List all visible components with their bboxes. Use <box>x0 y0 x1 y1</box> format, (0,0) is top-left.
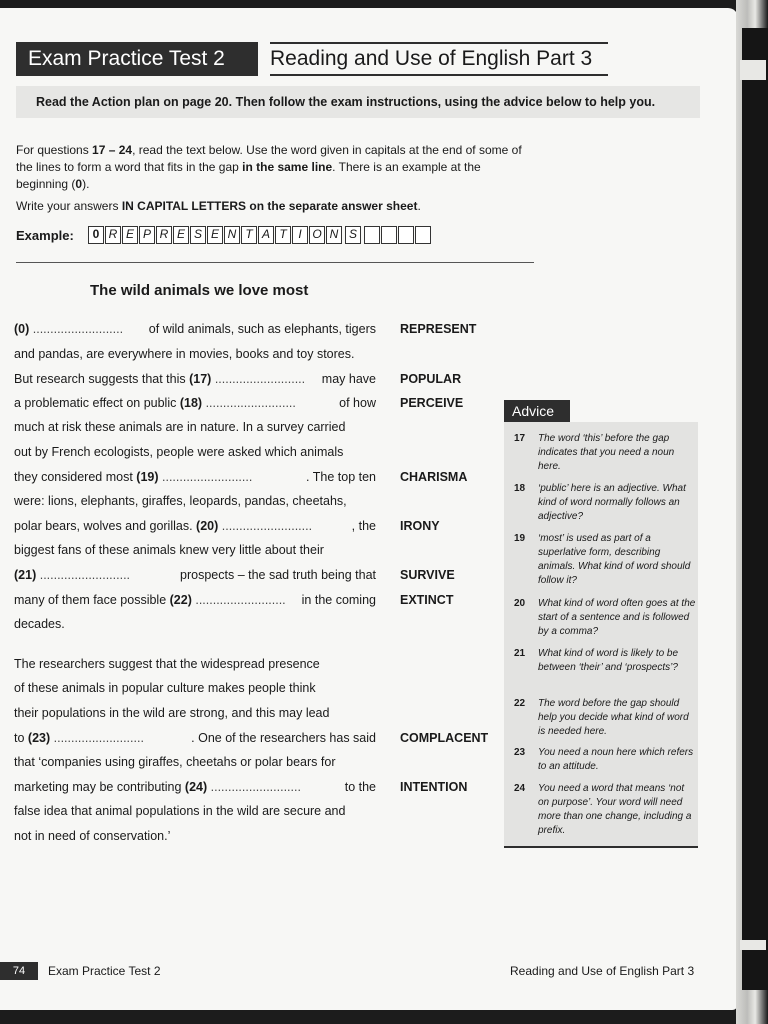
passage-line <box>14 566 376 584</box>
passage-text: in the coming <box>301 593 376 607</box>
advice-number: 21 <box>514 648 526 659</box>
passage-line <box>14 655 376 673</box>
question-range: 17 – 24 <box>92 143 133 157</box>
advice-item <box>514 597 696 639</box>
instructions-emphasis: IN CAPITAL LETTERS on the separate answer sheet <box>121 199 418 213</box>
passage-line <box>14 418 376 436</box>
passage-text: a problematic effect on public <box>14 396 180 410</box>
page-edge-stripe <box>740 60 766 80</box>
advice-number: 18 <box>514 483 526 494</box>
example-letter-box: A <box>258 226 274 244</box>
gap-number: (23) <box>27 731 51 745</box>
page-edge-tab <box>742 28 768 990</box>
gap-number: (20) <box>196 519 219 533</box>
passage-line <box>14 729 376 747</box>
passage-text: But research suggests that this <box>14 372 190 386</box>
example-letter-box: I <box>292 226 308 244</box>
passage-line <box>14 615 376 633</box>
advice-number: 19 <box>514 533 526 544</box>
advice-item <box>514 697 696 739</box>
example-letter-box: T <box>275 226 291 244</box>
action-plan-instruction: Read the Action plan on page 20. Then follow the exam instructions, using the advice below to help you. <box>16 86 700 118</box>
answer-instructions <box>16 198 536 215</box>
passage-line <box>14 345 376 363</box>
passage-line <box>14 827 376 845</box>
gap-dots: .......................... <box>53 731 144 745</box>
passage-line <box>14 802 376 820</box>
passage-text: that ‘companies using giraffes, cheetahs or polar bears for <box>14 755 336 769</box>
gap-number: (0) <box>14 322 30 336</box>
passage-text: and pandas, are everywhere in movies, books and toy stores. <box>14 347 355 361</box>
example-letter-box: E <box>173 226 189 244</box>
passage-text: of wild animals, such as elephants, tigers <box>148 322 376 336</box>
instructions-emphasis: in the same line <box>242 160 333 174</box>
gap-number: (17) <box>189 372 212 386</box>
instructions-text: Write your answers <box>16 199 122 213</box>
example-label: Example: <box>16 228 74 243</box>
keyword-charisma: CHARISMA <box>400 470 468 484</box>
example-letter-box: 0 <box>88 226 104 244</box>
advice-text: You need a noun here which refers to an attitude. <box>538 747 694 772</box>
passage-text: . The top ten <box>306 470 376 484</box>
keyword-intention: INTENTION <box>400 780 468 794</box>
instructions-text: . <box>417 199 421 213</box>
gap-dots: .......................... <box>32 322 124 336</box>
example-letter-box <box>364 226 380 244</box>
passage-text: may have <box>321 372 376 386</box>
footer-part-label: Reading and Use of English Part 3 <box>510 964 695 978</box>
advice-item <box>514 647 696 675</box>
passage-line <box>14 704 376 722</box>
passage-text: of these animals in popular culture makes people think <box>14 681 316 695</box>
passage-line <box>14 443 376 461</box>
example-letter-box: S <box>345 226 361 244</box>
advice-text: ‘public’ here is an adjective. What kind of word normally follows an adjective? <box>538 483 686 522</box>
gap-dots: .......................... <box>221 519 313 533</box>
example-letter-box: P <box>139 226 155 244</box>
advice-text: The word before the gap should help you decide what kind of word is needed here. <box>538 698 689 737</box>
passage-line <box>14 468 376 486</box>
advice-text: You need a word that means ‘not on purpose’. Your word will need more than one change, including a prefix. <box>538 783 692 836</box>
keyword-extinct: EXTINCT <box>400 593 454 607</box>
advice-text: ‘most’ is used as part of a superlative form, describing animals. What kind of word should follow it? <box>538 533 691 586</box>
passage-text: many of them face possible <box>14 593 170 607</box>
example-letter-box <box>398 226 414 244</box>
passage-text: , the <box>351 519 376 533</box>
passage-line <box>14 591 376 609</box>
gap-dots: .......................... <box>214 372 306 386</box>
keyword-complacent: COMPLACENT <box>400 731 489 745</box>
passage-text: to <box>14 731 28 745</box>
passage-line <box>14 778 376 796</box>
example-letter-box <box>415 226 431 244</box>
instructions-text: For questions <box>16 143 93 157</box>
passage-line <box>14 541 376 559</box>
passage-line <box>14 753 376 771</box>
page-edge-stripe <box>740 940 766 950</box>
gap-number: (21) <box>14 568 37 582</box>
example-letter-box: O <box>309 226 325 244</box>
gap-number: (18) <box>179 396 203 410</box>
passage-line <box>14 679 376 697</box>
gap-dots: .......................... <box>205 396 296 410</box>
footer-test-label: Exam Practice Test 2 <box>48 964 161 978</box>
instructions-text: . There is an example at the beginning ( <box>16 160 481 191</box>
instructions-paragraph <box>16 142 536 193</box>
gap-number: (24) <box>184 780 208 794</box>
advice-item <box>514 782 696 838</box>
test-label: Exam Practice Test 2 <box>16 42 258 76</box>
example-letter-box: N <box>326 226 342 244</box>
gap-dots: .......................... <box>162 470 253 484</box>
passage-text: . One of the researchers has said <box>191 731 376 745</box>
passage-text: false idea that animal populations in the wild are secure and <box>14 804 346 818</box>
passage-line <box>14 394 376 412</box>
passage-line <box>14 370 376 388</box>
advice-number: 23 <box>514 747 526 758</box>
example-letter-box <box>381 226 397 244</box>
keyword-irony: IRONY <box>400 519 440 533</box>
example-letter-box: T <box>241 226 257 244</box>
passage-text: marketing may be contributing <box>14 780 185 794</box>
advice-number: 24 <box>514 783 526 794</box>
passage-line <box>14 492 376 510</box>
example-letter-box: S <box>190 226 206 244</box>
advice-item <box>514 746 696 774</box>
instructions-text: , read the text below. Use the word given in capitals at the end of some of the lines to form a word that fits in the gap <box>16 143 522 174</box>
advice-heading: Advice <box>504 400 570 422</box>
passage-text: to the <box>344 780 376 794</box>
gap-dots: .......................... <box>39 568 131 582</box>
advice-number: 22 <box>514 698 526 709</box>
advice-item <box>514 482 696 524</box>
passage-text: they considered most <box>14 470 137 484</box>
gap-dots: .......................... <box>195 593 286 607</box>
example-answer-boxes <box>88 226 431 244</box>
passage-text: polar bears, wolves and gorillas. <box>14 519 197 533</box>
gap-number: (19) <box>136 470 159 484</box>
keyword-survive: SURVIVE <box>400 568 455 582</box>
passage-text: prospects – the sad truth being that <box>180 568 376 582</box>
passage-line <box>14 517 376 535</box>
advice-text: The word ‘this’ before the gap indicates that you need a noun here. <box>538 433 675 472</box>
page-number: 74 <box>0 962 38 980</box>
advice-text: What kind of word often goes at the start of a sentence and is followed by a comma? <box>538 598 696 637</box>
advice-item <box>514 532 696 588</box>
text-title: The wild animals we love most <box>90 282 309 299</box>
advice-number: 20 <box>514 598 526 609</box>
passage-text: out by French ecologists, people were asked which animals <box>14 445 344 459</box>
example-letter-box: N <box>224 226 240 244</box>
keyword-perceive: PERCEIVE <box>400 396 464 410</box>
advice-number: 17 <box>514 433 526 444</box>
passage-text: their populations in the wild are strong, and this may lead <box>14 706 330 720</box>
instructions-text: ). <box>82 177 90 191</box>
passage-text: were: lions, elephants, giraffes, leopards, pandas, cheetahs, <box>14 494 347 508</box>
instructions-emphasis: 0 <box>75 177 83 191</box>
gap-number: (22) <box>169 593 192 607</box>
passage-text: The researchers suggest that the widespread presence <box>14 657 320 671</box>
example-letter-box: E <box>122 226 138 244</box>
passage-line <box>14 320 376 338</box>
passage-text: not in need of conservation.’ <box>14 829 171 843</box>
passage-text: biggest fans of these animals knew very little about their <box>14 543 324 557</box>
part-label: Reading and Use of English Part 3 <box>270 42 608 76</box>
passage-text: of how <box>339 396 376 410</box>
example-letter-box: R <box>156 226 172 244</box>
gap-dots: .......................... <box>210 780 301 794</box>
advice-item <box>514 432 696 474</box>
example-letter-box: R <box>105 226 121 244</box>
passage-text: much at risk these animals are in nature. In a survey carried <box>14 420 346 434</box>
example-letter-box: E <box>207 226 223 244</box>
divider <box>16 262 534 263</box>
advice-text: What kind of word is likely to be between ‘their’ and ‘prospects’? <box>538 648 679 673</box>
passage-text: decades. <box>14 617 65 631</box>
keyword-popular: POPULAR <box>400 372 462 386</box>
keyword-represent: REPRESENT <box>400 322 477 336</box>
